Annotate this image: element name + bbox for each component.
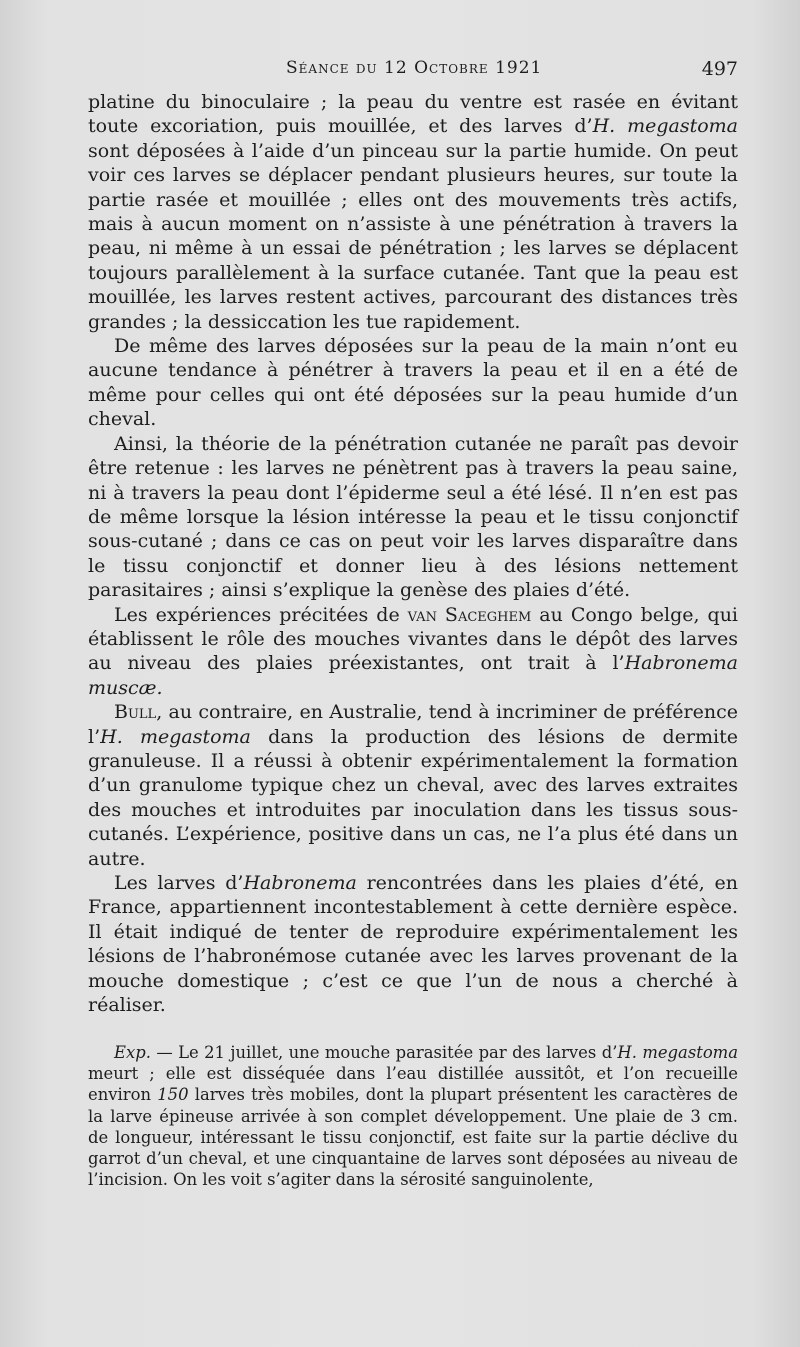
experiment-label: Exp. bbox=[114, 1043, 151, 1062]
experiment-tail: larves très mobiles, dont la plupart présentent les caractères de la larve épineuse arrivée à son complet développement. Une plaie de 3 cm. de longueur, intéressant le tissu conjonctif, est faite sur la partie déclive du garrot d’un cheval, et une cinquantaine de larves sont déposées au niveau de l’incision. On les voit s’agiter dans la sérosité sanguinolente, bbox=[88, 1085, 739, 1190]
paragraph-6-lead: Les larves d’ bbox=[114, 872, 244, 894]
experiment-paragraph bbox=[88, 1042, 738, 1190]
paragraph-4-lead: Les expériences précitées de bbox=[114, 603, 408, 626]
paragraph-1-text: platine du binoculaire ; la peau du ventre est rasée en évitant toute excoriation, puis mouillée, et des larves d’ bbox=[88, 91, 738, 138]
paragraph-2: De même des larves déposées sur la peau de la main n’ont eu aucune tendance à pénétrer à travers la peau et il en a été de même pour celles qui ont été déposées sur la peau humide d’un cheval. bbox=[88, 335, 738, 431]
paragraph-5-tail: dans la production des lésions de dermite granuleuse. Il a réussi à obtenir expérimentalement la formation d’un granulome typique chez un cheval, avec des larves extraites des mouches et introduites par inoculation dans les tissus sous-cutanés. L’expérience, positive dans un cas, ne l’a plus été dans un autre. bbox=[88, 725, 738, 870]
page-header bbox=[88, 58, 738, 84]
paragraph-6-tail: rencontrées dans les plaies d’été, en France, appartiennent incontestablement à cette dernière espèce. Il était indiqué de tenter de reproduire expérimentalement les lésions de l’habronémose cutanée avec les larves provenant de la mouche domestique ; c’est ce que l’un de nous a cherché à réaliser. bbox=[88, 872, 738, 1017]
author-name: van Saceghem bbox=[407, 603, 532, 626]
species-name: H. megastoma bbox=[592, 115, 738, 138]
species-name: Habronema muscæ. bbox=[88, 652, 738, 699]
paragraph-6 bbox=[88, 871, 738, 1017]
larvae-count: 150 bbox=[157, 1085, 189, 1105]
paragraph-5-mid: , au contraire, en Australie, tend à incriminer de préférence l’ bbox=[88, 701, 738, 748]
paragraph-3: Ainsi, la théorie de la pénétration cutanée ne paraît pas devoir être retenue : les larves ne pénètrent pas à travers la peau saine, ni à travers la peau dont l’épiderme seul a été lésé. Il n’en est pas de même lorsque la lésion intéresse la peau et le tissu conjonctif sous-cutané ; dans ce cas on peut voir les larves disparaître dans le tissu conjonctif et donner lieu à des lésions nettement parasitaires ; ainsi s’explique la genèse des plaies d’été. bbox=[88, 432, 738, 602]
running-title: Séance du 12 Octobre 1921 bbox=[286, 58, 543, 78]
paragraph-1-tail: sont déposées à l’aide d’un pinceau sur la partie humide. On peut voir ces larves se déplacer pendant plusieurs heures, sur toute la partie rasée et mouillée ; elles ont des mouvements très actifs, mais à aucun moment on n’assiste à une pénétration à travers la peau, ni même à un essai de pénétration ; les larves se déplacent toujours parallèlement à la surface cutanée. Tant que la peau est mouillée, les larves restent actives, parcourant des distances très grandes ; la dessiccation les tue rapidement. bbox=[88, 139, 738, 333]
paragraph-1 bbox=[88, 90, 738, 334]
species-name: H. megastoma bbox=[617, 1043, 738, 1062]
body-text bbox=[88, 90, 738, 1017]
experiment-note bbox=[88, 1042, 738, 1190]
experiment-lead: — Le 21 juillet, une mouche parasitée par des larves d’ bbox=[150, 1043, 618, 1062]
page-number: 497 bbox=[701, 58, 738, 80]
author-name: Bull bbox=[114, 701, 157, 724]
paragraph-4-mid: au Congo belge, qui établissent le rôle des mouches vivantes dans le dépôt des larves au niveau des plaies préexistantes, ont trait à l’ bbox=[88, 603, 739, 675]
paragraph-5 bbox=[88, 700, 738, 871]
paragraph-4 bbox=[88, 603, 738, 701]
experiment-mid: meurt ; elle est disséquée dans l’eau distillée aussitôt, et l’on recueille environ bbox=[88, 1064, 738, 1105]
species-name: H. megastoma bbox=[100, 725, 251, 748]
genus-name: Habronema bbox=[243, 872, 357, 894]
